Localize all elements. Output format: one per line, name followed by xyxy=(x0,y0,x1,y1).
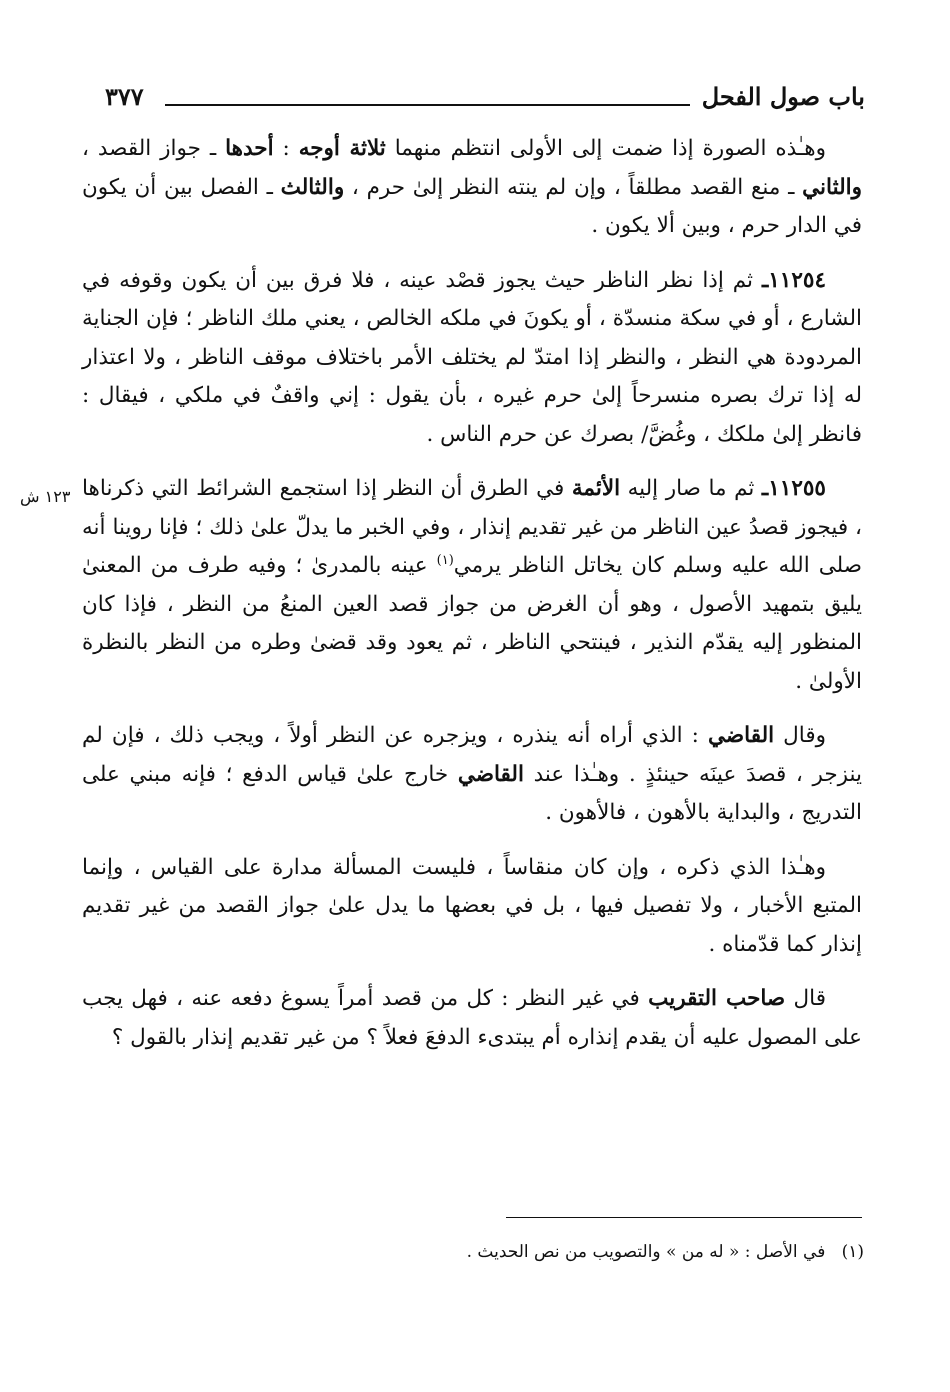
section-number: ١١٢٥٥ـ xyxy=(761,476,826,501)
margin-note: ١٢٣ ش xyxy=(20,487,71,506)
text-span: ـ الفصل بين أن يكون في الدار حرم ، وبين ألا يكون . xyxy=(82,174,862,238)
text-span: قال xyxy=(785,986,826,1011)
text-span: ثم إذا نظر الناظر حيث يجوز قصْد عينه ، فلا فرق بين أن يكون وقوفه في الشارع ، أو في سكة منسدّة ، أو يكونَ في ملكه الخالص ، يعني ملك الناظر ؛ فإن الجناية المردودة هي النظر ، والنظر إذا امتدّ لم يختلف الأمر باختلاف موقف الناظر ، ولا اعتذار له إذا ترك بصره منسرحاً إلىٰ حرم غيره ، بأن يقول : إني واقفٌ في ملكي ، فيقال : فانظر إلىٰ ملكك ، وغُضَّ/ بصرك عن حرم الناس . xyxy=(82,267,862,447)
text-span: : xyxy=(273,136,299,161)
footnote-ref: (١) xyxy=(436,552,454,568)
bold-term: الأئمة xyxy=(571,476,621,501)
paragraph-6 xyxy=(82,980,862,1057)
text-span: ـ جواز القصد ، xyxy=(82,136,226,161)
text-span: في غير النظر : كل من قصد أمراً يسوغ دفعه عنه ، فهل يجب على المصول عليه أن يقدم إنذاره أم يبتدىء الدفعَ فعلاً ؟ من غير تقديم إنذار بالقول ؟ xyxy=(82,986,862,1050)
paragraph-4 xyxy=(82,717,862,833)
footnote-rule xyxy=(506,1217,862,1218)
chapter-title: باب صول الفحل xyxy=(701,82,865,111)
footnote xyxy=(467,1242,864,1262)
bold-term: صاحب التقريب xyxy=(648,986,786,1011)
text-span: وهـٰذه الصورة إذا ضمت إلى الأولى انتظم منهما xyxy=(385,136,826,161)
text-span: في الطرق أن النظر إذا استجمع الشرائط التي ذكرناها ، فيجوز قصدُ عين الناظر من غير تقديم إنذار ، وفي الخبر ما يدلّ علىٰ ذلك ؛ فإنا روينا أنه صلى الله عليه وسلم كان يخاتل الناظر يرمي xyxy=(82,476,862,578)
text-span: ثم ما صار إليه xyxy=(620,476,762,501)
footnote-marker: (١) xyxy=(841,1242,864,1262)
text-span: وهـٰذا الذي ذكره ، وإن كان منقاساً ، فليست المسألة مدارة على القياس ، وإنما المتبع الأخبار ، ولا تفصيل فيها ، بل في بعضها ما يدل علىٰ جواز القصد من غير تقديم إنذار كما قدّمناه . xyxy=(82,854,862,957)
bold-term: ثلاثة أوجه xyxy=(298,136,386,161)
text-span: : الذي أراه أنه ينذره ، ويزجره عن النظر أولاً ، ويجب ذلك ، فإن لم ينزجر ، قصدَ عينَه حينئذٍ . وهـٰذا عند xyxy=(82,723,862,787)
bold-term: القاضي xyxy=(457,761,524,787)
section-number: ١١٢٥٤ـ xyxy=(761,267,826,293)
text-span: وقال xyxy=(774,723,827,748)
main-text xyxy=(82,130,862,1073)
bold-term: والثاني xyxy=(802,174,862,200)
text-span: عينه بالمدرىٰ ؛ وفيه طرف من المعنىٰ يليق بتمهيد الأصول ، وهو أن الغرض من جواز قصد العين المنعُ من النظر ، فإذا كان المنظور إليه يقدّم النذير ، فينتحي الناظر ، ثم يعود وقد قضىٰ وطره من النظر بالنظرة الأولىٰ . xyxy=(82,553,862,694)
bold-term: والثالث xyxy=(280,174,345,200)
text-span: خارج علىٰ قياس الدفع ؛ فإنه مبني على التدريج ، والبداية بالأهون ، فالأهون . xyxy=(82,761,862,825)
page-number: ٣٧٧ xyxy=(105,82,144,111)
running-header xyxy=(105,80,865,120)
header-rule xyxy=(165,104,690,106)
paragraph-5 xyxy=(82,849,862,965)
paragraph-1 xyxy=(82,130,862,246)
paragraph-3 xyxy=(82,470,862,701)
bold-term: القاضي xyxy=(707,723,775,748)
bold-term: أحدها xyxy=(225,136,274,161)
footnote-text: في الأصل : « له من » والتصويب من نص الحديث . xyxy=(466,1242,826,1262)
paragraph-2 xyxy=(82,262,862,455)
text-span: ـ منع القصد مطلقاً ، وإن لم ينته النظر إلىٰ حرم ، xyxy=(344,174,803,200)
